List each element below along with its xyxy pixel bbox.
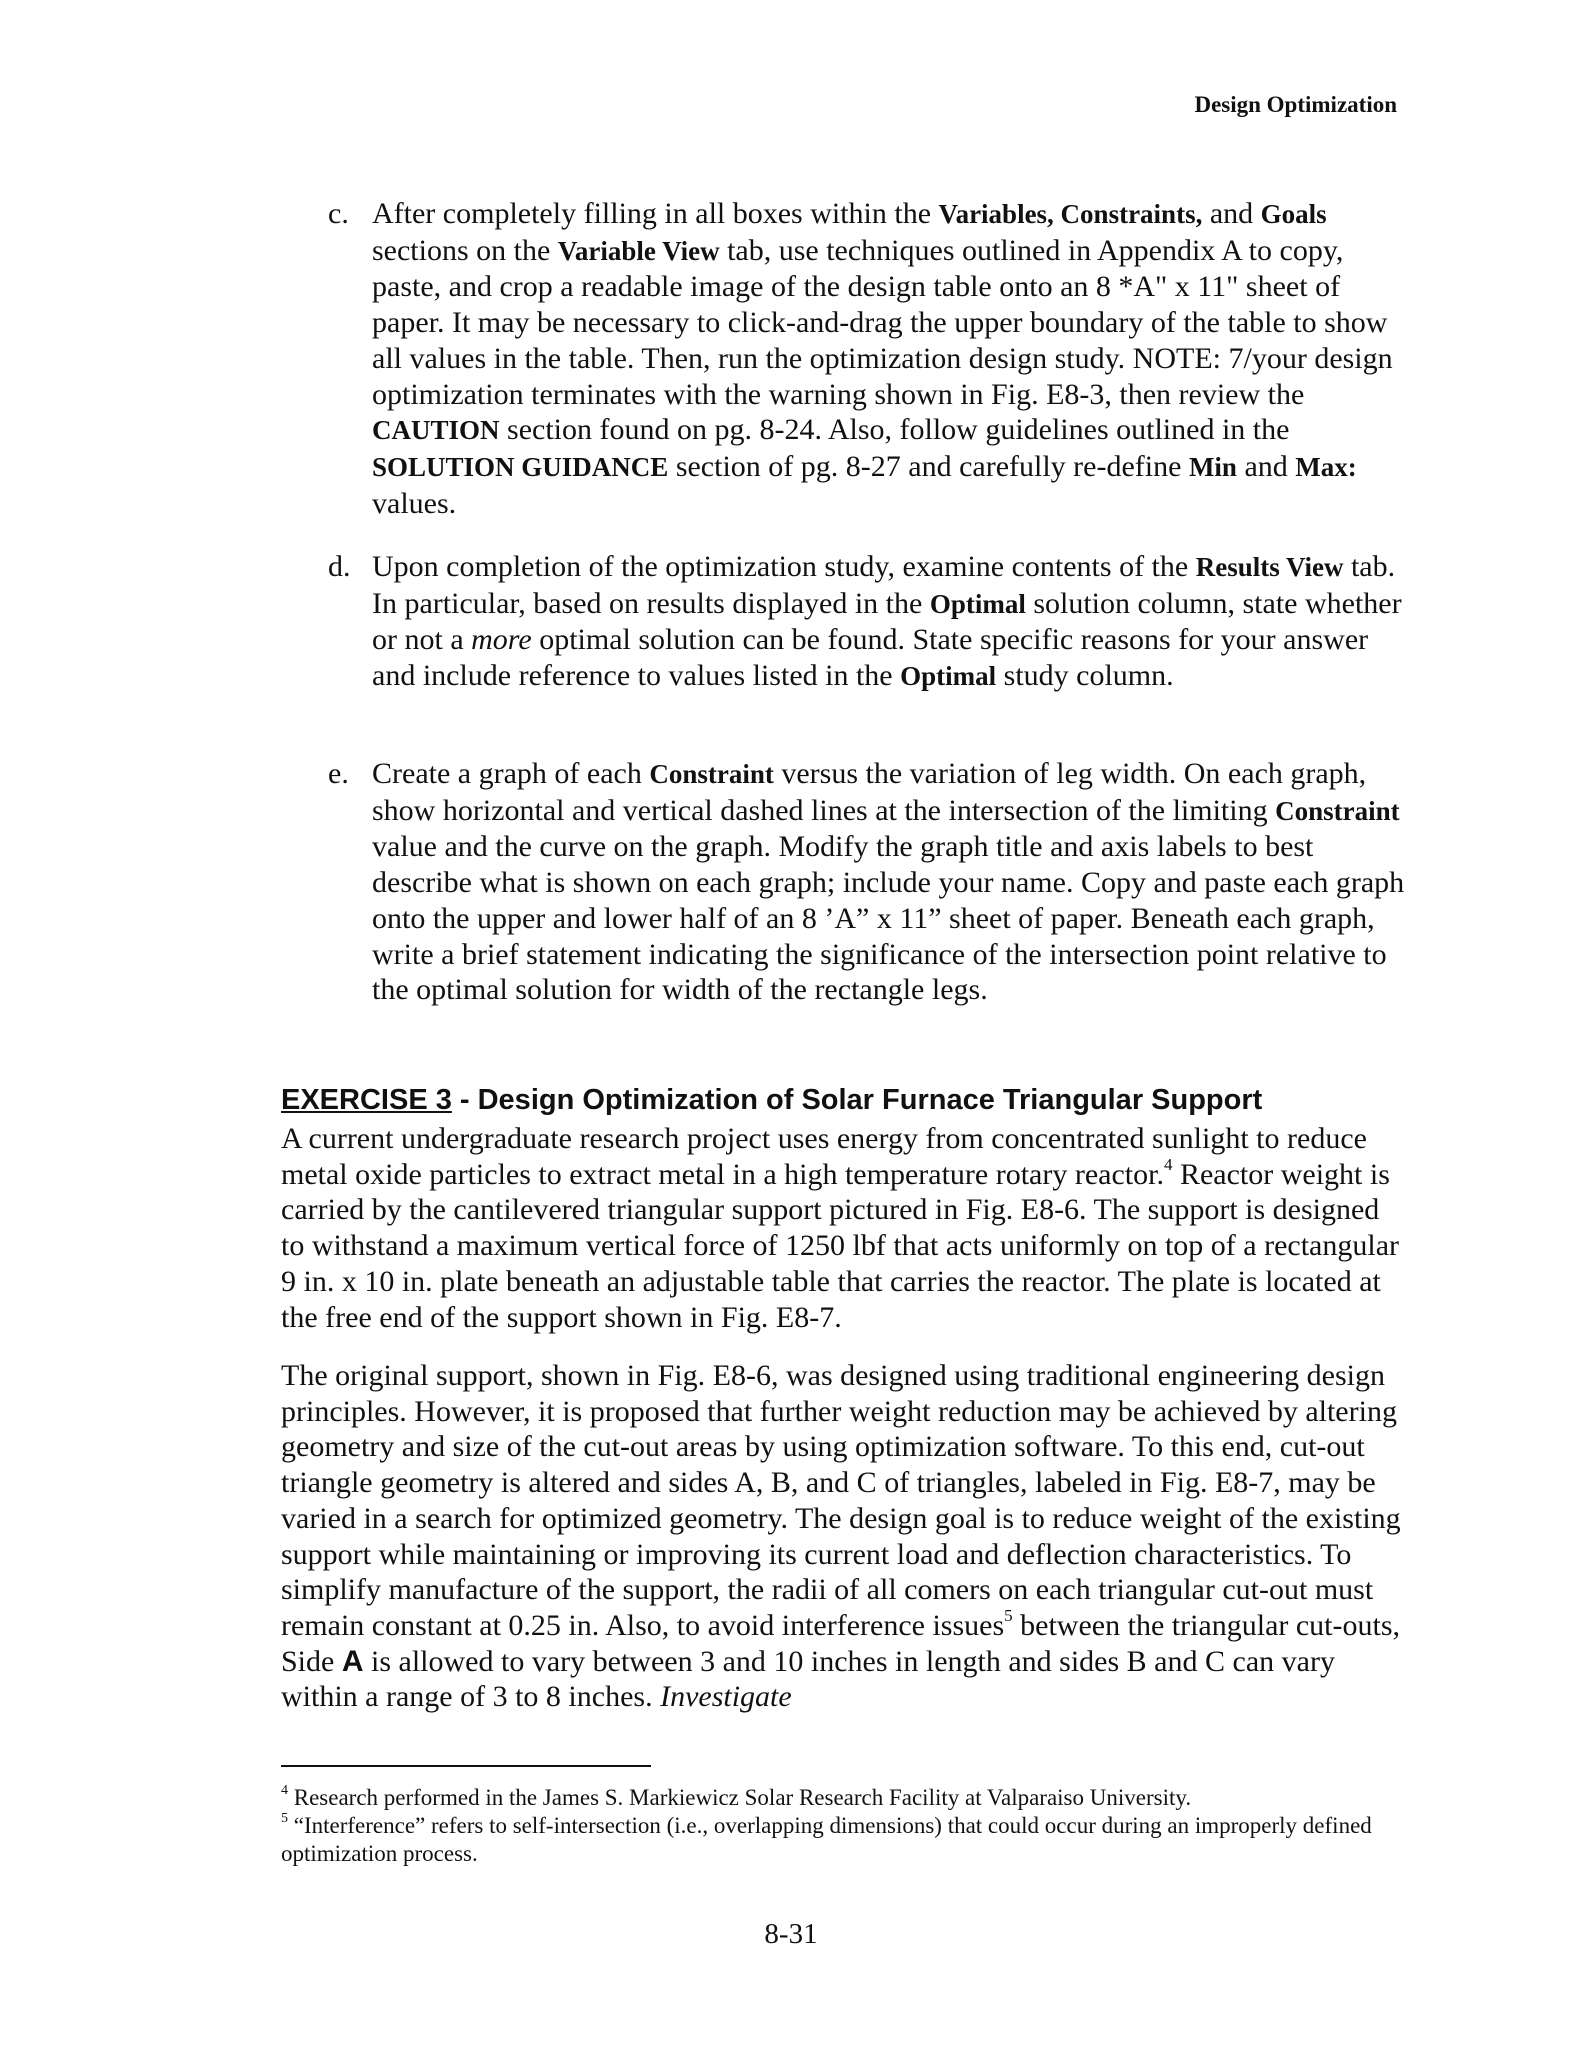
footnote-4 xyxy=(281,1784,1381,1812)
bold-term: CAUTION xyxy=(372,415,500,446)
bold-term: Variables, Constraints, xyxy=(938,199,1203,229)
footnote-5 xyxy=(281,1812,1381,1868)
list-marker: d. xyxy=(328,550,351,583)
list-item-text xyxy=(372,196,1412,521)
running-header: Design Optimization xyxy=(1194,92,1397,117)
text-run: tab. In particular, based on results displayed in the xyxy=(372,550,1396,620)
italic-term: Investigate xyxy=(660,1680,792,1714)
list-item-text xyxy=(372,549,1412,695)
text-run: section found on pg. 8-24. Also, follow guidelines outlined in the xyxy=(499,413,1290,447)
text-run: and xyxy=(1236,449,1296,483)
text-run: sections on the xyxy=(372,233,558,267)
exercise-title: - Design Optimization of Solar Furnace Triangular Support xyxy=(451,1084,1263,1116)
text-run: value and the curve on the graph. Modify the graph title and axis labels to best describe what is shown on each graph; include your name. Copy and paste each graph onto the upper and lower half of an 8 ’A” x 11” sheet of paper. Beneath each graph, write a brief statement indicating the significance of the intersection point relative to the optimal solution for width of the rectangle legs. xyxy=(372,830,1405,1007)
text-run: is allowed to vary between 3 and 10 inches in length and sides B and C can vary within a range of 3 to 8 inches. xyxy=(281,1644,1335,1714)
sans-bold-term: A xyxy=(341,1644,364,1678)
text-run: values. xyxy=(372,486,457,520)
text-run: solution column, state whether or not a xyxy=(372,586,1402,657)
list-item-c xyxy=(328,196,1412,521)
text-run: A current undergraduate research project uses energy from concentrated sunlight to reduce metal oxide particles to extract metal in a high temperature rotary reactor. xyxy=(281,1122,1367,1191)
text-run: After completely filling in all boxes within the xyxy=(372,197,939,230)
exercise-number: EXERCISE 3 xyxy=(281,1084,452,1116)
bold-term: Variable View xyxy=(557,235,720,266)
text-run: Reactor weight is carried by the cantilevered triangular support pictured in Fig. E8-6. The support is designed to withstand a maximum vertical force of 1250 lbf that acts uniformly on top of a rectangular 9 in. x 10 in. plate beneath an adjustable table that carries the reactor. The plate is located at the free end of the support shown in Fig. E8-7. xyxy=(281,1157,1399,1334)
list-item-text xyxy=(372,756,1412,1008)
text-run: between the triangular cut-outs, Side xyxy=(281,1608,1401,1678)
list-item-e xyxy=(328,756,1412,1008)
footnote-mark: 5 xyxy=(281,1811,288,1827)
bold-term: Constraint xyxy=(1275,795,1400,826)
text-run: Create a graph of each xyxy=(372,757,650,790)
bold-term: Max: xyxy=(1295,451,1357,482)
text-run: and xyxy=(1202,197,1261,230)
footnote-rule xyxy=(281,1765,651,1767)
footnote-ref: 5 xyxy=(1004,1605,1013,1625)
text-run: tab, use techniques outlined in Appendix A to copy, paste, and crop a readable image of the design table onto an 8 *A" x 11" sheet of paper. It may be necessary to click-and-drag the upper boundary of the table to show all values in the table. Then, run the optimization design study. NOTE: 7/your design optimization terminates with the warning shown in Fig. E8-3, then review the xyxy=(372,233,1393,411)
intro-paragraph xyxy=(281,1121,1401,1335)
text-run: The original support, shown in Fig. E8-6, was designed using traditional engineering design principles. However, it is proposed that further weight reduction may be achieved by altering geometry and size of the cut-out areas by using optimization software. To this end, cut-out triangle geometry is altered and sides A, B, and C of triangles, labeled in Fig. E8-7, may be varied in a search for optimized geometry. The design goal is to reduce weight of the existing support while maintaining or improving its current load and deflection characteristics. To simplify manufacture of the support, the radii of all comers on each triangular cut-out must remain constant at 0.25 in. Also, to avoid interference issues xyxy=(281,1359,1401,1642)
bold-term: Results View xyxy=(1195,552,1344,582)
footnote-text: “Interference” refers to self-intersection (i.e., overlapping dimensions) that could occur during an improperly defined optimization process. xyxy=(281,1813,1372,1866)
text-run: versus the variation of leg width. On each graph, show horizontal and vertical dashed lines at the intersection of the limiting xyxy=(372,757,1367,827)
text-run: study column. xyxy=(996,659,1174,693)
text-run: section of pg. 8-27 and carefully re-define xyxy=(668,449,1189,483)
text-run: optimal solution can be found. State specific reasons for your answer and include reference to values listed in the xyxy=(372,623,1369,693)
bold-term: Optimal xyxy=(929,588,1026,619)
list-item-d xyxy=(328,549,1412,695)
footnote-ref: 4 xyxy=(1163,1154,1173,1174)
italic-term: more xyxy=(471,623,532,657)
body-paragraph xyxy=(281,1358,1401,1715)
bold-term: Optimal xyxy=(900,661,997,692)
exercise-heading xyxy=(281,1084,1262,1117)
footnote-text: Research performed in the James S. Markiewicz Solar Research Facility at Valparaiso University. xyxy=(293,1785,1192,1810)
page-number: 8-31 xyxy=(764,1918,818,1950)
text-run: Upon completion of the optimization study, examine contents of the xyxy=(372,550,1196,583)
bold-term: Constraint xyxy=(649,759,774,789)
list-marker: e. xyxy=(328,757,349,790)
bold-term: SOLUTION GUIDANCE xyxy=(372,451,669,482)
bold-term: Goals xyxy=(1260,199,1327,229)
list-marker: c. xyxy=(328,197,349,230)
bold-term: Min xyxy=(1188,451,1237,482)
footnote-mark: 4 xyxy=(281,1783,288,1799)
